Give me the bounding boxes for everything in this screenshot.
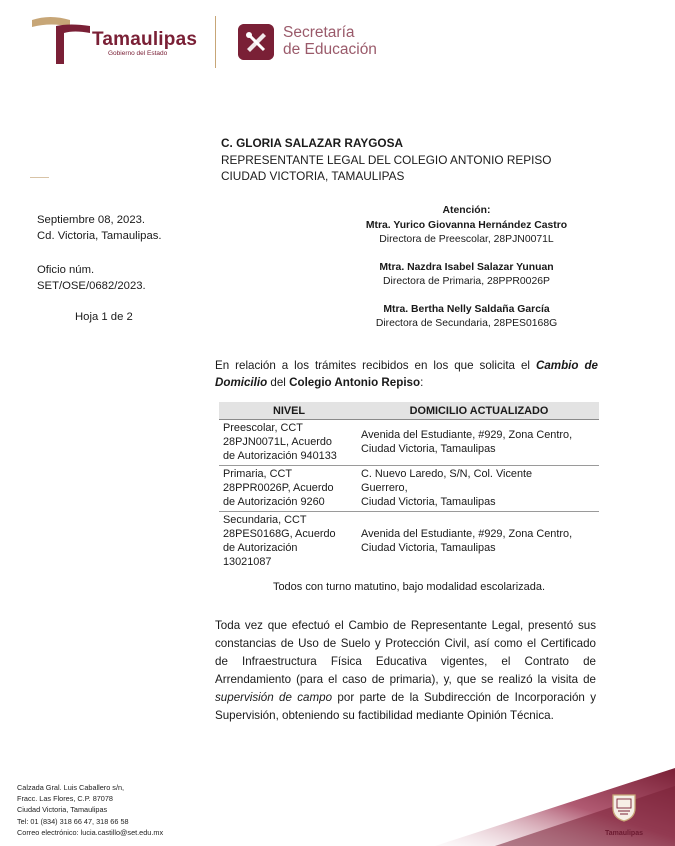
nivel-cell bbox=[219, 467, 359, 509]
intro-school: Colegio Antonio Repiso bbox=[289, 375, 421, 389]
cell-line: Ciudad Victoria, Tamaulipas bbox=[361, 542, 496, 554]
addressee-role: REPRESENTANTE LEGAL DEL COLEGIO ANTONIO REPISO bbox=[221, 152, 552, 167]
cell-line: 13021087 bbox=[223, 556, 272, 568]
domicilio-cell bbox=[359, 467, 599, 509]
secretariat-name bbox=[283, 24, 377, 58]
intro-text: : bbox=[420, 375, 424, 389]
cell-line: Ciudad Victoria, Tamaulipas bbox=[361, 496, 496, 508]
table-footnote: Todos con turno matutino, bajo modalidad escolarizada. bbox=[272, 581, 546, 593]
cell-line: Ciudad Victoria, Tamaulipas bbox=[361, 443, 496, 455]
oficio-number: SET/OSE/0682/2023. bbox=[37, 280, 146, 292]
oficio-block bbox=[37, 262, 146, 294]
footer-email: Correo electrónico: lucia.castillo@set.edu.mx bbox=[17, 827, 164, 837]
brand-subtitle: Gobierno del Estado bbox=[108, 50, 168, 57]
footer-line: Calzada Gral. Luis Caballero s/n, bbox=[17, 783, 125, 792]
cell-line: de Autorización 940133 bbox=[223, 450, 337, 462]
table-row bbox=[219, 512, 599, 571]
page-indicator: Hoja 1 de 2 bbox=[75, 311, 133, 323]
addressee-name: C. GLORIA SALAZAR RAYGOSA bbox=[221, 136, 403, 150]
education-logo-icon bbox=[238, 24, 274, 60]
table-row bbox=[219, 466, 599, 512]
cell-line: Guerrero, bbox=[361, 482, 408, 494]
attention-person-name: Mtra. Yurico Giovanna Hernández Castro bbox=[365, 219, 568, 231]
footer-line: Tel: 01 (834) 318 66 47, 318 66 58 bbox=[17, 816, 129, 826]
cell-line: 28PPR0026P, Acuerdo bbox=[223, 482, 334, 494]
brand-title: Tamaulipas bbox=[92, 29, 198, 50]
table-header-cell: DOMICILIO ACTUALIZADO bbox=[409, 404, 549, 417]
oficio-label: Oficio núm. bbox=[37, 264, 95, 276]
attention-block bbox=[330, 204, 603, 332]
margin-rule bbox=[30, 177, 49, 178]
intro-text: del bbox=[267, 375, 290, 389]
cell-line: 28PJN0071L, Acuerdo bbox=[223, 436, 332, 448]
cell-line: Primaria, CCT bbox=[223, 468, 292, 480]
cell-line: Preescolar, CCT bbox=[223, 422, 303, 434]
body-paragraph bbox=[215, 617, 596, 725]
date-block bbox=[37, 212, 162, 244]
attention-person-role: Directora de Secundaria, 28PES0168G bbox=[375, 318, 558, 329]
cell-line: C. Nuevo Laredo, S/N, Col. Vicente bbox=[361, 468, 533, 480]
seal-label: Tamaulipas bbox=[605, 830, 643, 837]
secretariat-line2: de Educación bbox=[283, 41, 377, 58]
footer-line: Fracc. Las Flores, C.P. 87078 bbox=[17, 794, 113, 804]
cell-line: 28PES0168G, Acuerdo bbox=[223, 528, 336, 540]
cell-line: de Autorización 9260 bbox=[223, 496, 325, 508]
header-divider bbox=[215, 16, 216, 68]
letter-date: Septiembre 08, 2023. bbox=[37, 214, 146, 226]
attention-person-role: Directora de Preescolar, 28PJN0071L bbox=[379, 234, 554, 245]
footer-address bbox=[17, 782, 163, 838]
addressee-city: CIUDAD VICTORIA, TAMAULIPAS bbox=[221, 169, 405, 183]
table-header bbox=[219, 402, 599, 420]
attention-heading: Atención: bbox=[442, 205, 491, 216]
intro-emphasis: Cambio de Domicilio bbox=[215, 359, 598, 389]
domicilio-cell bbox=[359, 428, 599, 456]
intro-paragraph bbox=[215, 358, 598, 391]
footer-line: Ciudad Victoria, Tamaulipas bbox=[17, 805, 108, 815]
body-text: Toda vez que efectuó el Cambio de Representante Legal, presentó sus constancias de Uso de Suelo y Protección Civil, así como el Certificado de Infraestructura Física Educativa vigentes, el Contrato de Arrendamiento (para el caso de primaria), y, que se realizó la visita de bbox=[215, 619, 596, 686]
brand-block bbox=[92, 30, 197, 58]
body-italic: supervisión de campo bbox=[215, 691, 333, 704]
nivel-cell bbox=[219, 421, 359, 463]
letter-place: Cd. Victoria, Tamaulipas. bbox=[37, 230, 162, 242]
levels-table bbox=[219, 402, 599, 571]
attention-person-name: Mtra. Bertha Nelly Saldaña García bbox=[383, 303, 550, 315]
attention-person-role: Directora de Primaria, 28PPR0026P bbox=[383, 276, 550, 287]
table-header-cell: NIVEL bbox=[272, 404, 306, 417]
domicilio-cell bbox=[359, 527, 599, 555]
cell-line: Secundaria, CCT bbox=[223, 514, 307, 526]
cell-line: Avenida del Estudiante, #929, Zona Centro, bbox=[361, 528, 573, 540]
nivel-cell bbox=[219, 513, 359, 569]
table-row bbox=[219, 420, 599, 466]
cell-line: Avenida del Estudiante, #929, Zona Centro, bbox=[361, 429, 573, 441]
tamaulipas-logo-icon bbox=[30, 14, 92, 68]
addressee-block bbox=[221, 135, 551, 185]
secretariat-line1: Secretaría bbox=[283, 24, 355, 41]
attention-person-name: Mtra. Nazdra Isabel Salazar Yunuan bbox=[379, 261, 554, 273]
body-text: por parte de la Subdirección de Incorporación y Supervisión, obteniendo su factibilidad mediante Opinión Técnica. bbox=[215, 691, 596, 722]
cell-line: de Autorización bbox=[223, 542, 298, 554]
state-seal-icon bbox=[609, 792, 639, 822]
intro-text: En relación a los trámites recibidos en los que solicita el bbox=[215, 359, 536, 372]
